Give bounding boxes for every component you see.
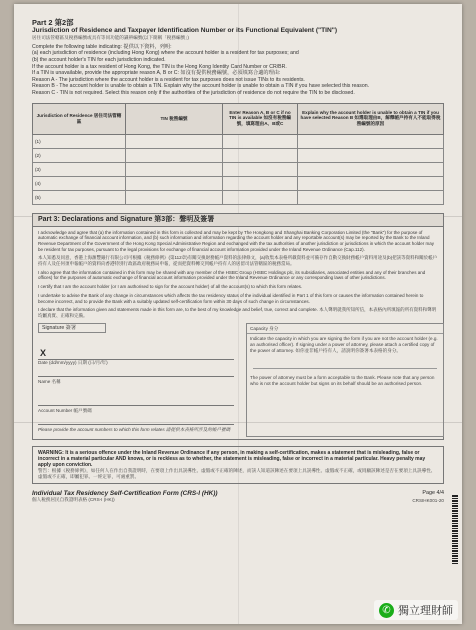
column-header: Enter Reason A, B or C if no TIN is available 如沒有稅務編號，填寫理由A、B或C [223,103,298,134]
part3-title: Part 3: Declarations and Signature 第3部：聲明及簽署 [33,214,443,227]
tin-input-cell[interactable] [126,148,223,162]
reason-input-cell[interactable] [223,162,298,176]
table-row [33,162,444,176]
row-number: (5) [33,190,126,204]
row-number: (2) [33,148,126,162]
wechat-icon: ✆ [379,603,394,618]
capacity-field[interactable] [253,360,437,369]
explain-input-cell[interactable] [298,148,444,162]
warning-text: WARNING: It is a serious offence under the Inland Revenue Ordinance if any person, in making a self-certification, makes a statement that is misleading, false or incorrect in a material particular AND knows, or is reckless as to whether, the statement is misleading, false or incorrect in a material particular. Heavy penalty may apply upon conviction. [38,449,426,469]
form-content [32,18,444,514]
signature-area [38,323,438,435]
capacity-label: Capacity 身分 [247,324,443,335]
tin-input-cell[interactable] [126,176,223,190]
sign-here-mark: X [40,348,47,359]
reason-b: Reason B - The account holder is unable to obtain a TIN. Explain why the account holder is unable to obtain a TIN if you have selected this reason. [32,83,370,90]
table-row [33,148,444,162]
form-title-cn: 個人稅務居民自我證明表格 (CRS-I (HK)) [32,496,115,502]
document-page [14,4,462,624]
capacity-note-2: The power of attorney must be a form acceptable to the Bank. Please note that any person who is not the account holder but signs on its behalf should be an authorised person. [250,374,435,386]
capacity-note: Indicate the capacity in which you are signing the form if you are not the account holder (e.g. an authorised officer). If signing under a power of attorney, please attach a certified copy of the power of attorney. 如你並非帳戶持有人，請說明你簽署本表格的身分。 [250,336,438,354]
explain-input-cell[interactable] [298,190,444,204]
form-footer [32,490,444,514]
table-row [33,190,444,204]
capacity-block [246,323,444,437]
tin-input-cell[interactable] [126,134,223,148]
declaration-paragraph: I undertake to advise the Bank of any change in circumstances which affects the tax residency status of the individual identified in Part 1 of this form or causes the information contained herein to become incorrect, and to provide the Bank with a suitably updated self-certification form within 30 days of such change in circumstances. [38,292,424,304]
signature-label: Signature 簽署 [38,323,106,334]
date-field[interactable] [38,366,234,377]
declaration-paragraph: I certify that I am the account holder (or I am authorised to sign for the account holder) of all the account(s) to which this form relates. [38,284,303,290]
reason-input-cell[interactable] [223,190,298,204]
signature-block [38,323,234,435]
instruction-line: (b) the account holder's TIN for each jurisdiction indicated. [32,56,166,63]
account-note: Please provide the account numbers to which this form relates 請提供本表格所涉及的帳戶號碼 [38,426,231,432]
warning-text-cn: 警告：根據《稅務條例》，如任何人在作出自我證明時，在要項上作出具誤導性、虛假或不正確的陳述，而該人知道該陳述在要項上具誤導性、虛假或不正確，或罔顧該陳述是否在要項上具誤導性、虛假或不正確，即屬犯罪。一經定罪，可處重罰。 [38,468,436,480]
table-row [33,134,444,148]
signature-field[interactable] [38,333,234,360]
declaration-paragraph: I declare that the information given and statements made in this form are, to the best of my knowledge and belief, true, correct and complete. 本人聲明就我所知所信，本表格內所填報的所有資料和聲明均屬真實、正確和完備。 [38,307,437,318]
row-number: (4) [33,176,126,190]
reason-input-cell[interactable] [223,176,298,190]
side-barcode [452,494,458,564]
name-field[interactable] [38,385,234,406]
table-header-row [33,103,444,134]
declaration-paragraph: I acknowledge and agree that (a) the information contained in this form is collected and may be kept by The Hongkong and Shanghai Banking Corporation Limited (the "Bank") for the purpose of automatic exchange of financial account information, and (b) such information and information regarding the account holder and any reportable account(s) may be reported by the Bank to the Inland Revenue Department of the Government of the Hong Kong Special Administrative Region and exchanged with the tax authorities of another jurisdiction or jurisdictions in which the account holder may be resident for tax purposes, pursuant to the legal provisions for exchange of financial account information provided under the Inland Revenue Ordinance (Cap.112). [38,229,434,252]
account-number-field[interactable] [38,414,234,425]
watermark [374,600,458,620]
instruction-line: If the account holder is a tax resident of Hong Kong, the TIN is the Hong Kong Identity Card Number or CR/BR. [32,63,287,70]
date-label: Date (dd/mm/yyyy) 日期 (日/月/年) [38,360,108,366]
instruction-line: (a) each jurisdiction of residence (including Hong Kong) where the account holder is a resident for tax purposes; and [32,50,299,57]
form-title: Individual Tax Residency Self-Certification Form (CRS-I (HK)) [32,489,218,497]
row-number: (3) [33,162,126,176]
tin-table [32,103,444,205]
reason-input-cell[interactable] [223,134,298,148]
part2-section [32,18,444,97]
tin-input-cell[interactable] [126,162,223,176]
explain-input-cell[interactable] [298,134,444,148]
part3-section [32,213,444,440]
reason-a: Reason A - The jurisdiction where the account holder is a resident for tax purposes does not issue TINs to its residents. [32,76,305,83]
table-row [33,176,444,190]
reason-c: Reason C - TIN is not required. Select this reason only if the authorities of the jurisdiction of residence do not require the TIN to be disclosed. [32,89,355,96]
page-number: Page 4/4 [422,489,444,496]
instruction-line: Complete the following table indicating: 提供以下資料，列明: [32,43,172,50]
part2-title-cn: 居住司法管轄區及稅務編號或具有等同功能的識辨編號(以下簡稱「稅務編號」) [32,35,189,40]
name-label: Name 名稱 [38,379,61,385]
warning-box [32,446,444,484]
column-header: TIN 稅務編號 [126,103,223,134]
tin-input-cell[interactable] [126,190,223,204]
row-number: (1) [33,134,126,148]
account-number-label: Account Number 帳戶號碼 [38,407,92,413]
reason-input-cell[interactable] [223,148,298,162]
instruction-line: If a TIN is unavailable, provide the appropriate reason A, B or C: 如沒有提供稅務編號，必須填寫合適的理由: [32,70,281,77]
declaration-paragraph: 本人知悉及同意，香港上海滙豐銀行有限公司可根據《稅務條例》(第112章)有關交換財務帳戶資料的法律條文，(a)收集本表格所載資料並可備存作自動交換財務帳戶資料用途及(b)把該等資料和關於帳戶持有人及任何須申報帳戶的資料向香港特別行政區政府稅務局申報，從而把資料轉交到帳戶持有人的居留司法管轄區的稅務當局。 [38,255,438,267]
explain-input-cell[interactable] [298,176,444,190]
column-header: Explain why the account holder is unable to obtain a TIN if you have selected Reason B 如選取理由B，解釋帳戶持有人不能取得稅務編號的原因 [298,103,444,134]
form-code: CRSIHK001-20 [412,497,444,503]
column-header: Jurisdiction of Residence 居住司法管轄區 [33,103,126,134]
part2-heading: Part 2 第2部 [32,18,74,27]
watermark-text: 獨立理財師 [398,605,453,617]
explain-input-cell[interactable] [298,162,444,176]
declaration-paragraph: I also agree that the information contained in this form may be shared with any member of the HSBC Group (HSBC Holdings plc, its subsidiaries, associated entities and any of their branches and offices) for the purposes of automatic exchange of financial account information provided under the Inland Revenue Ordinance or any corresponding laws of other jurisdictions. [38,269,426,281]
part2-title: Jurisdiction of Residence and Taxpayer Identification Number or its Functional Equivalent ("TIN") [32,27,338,34]
